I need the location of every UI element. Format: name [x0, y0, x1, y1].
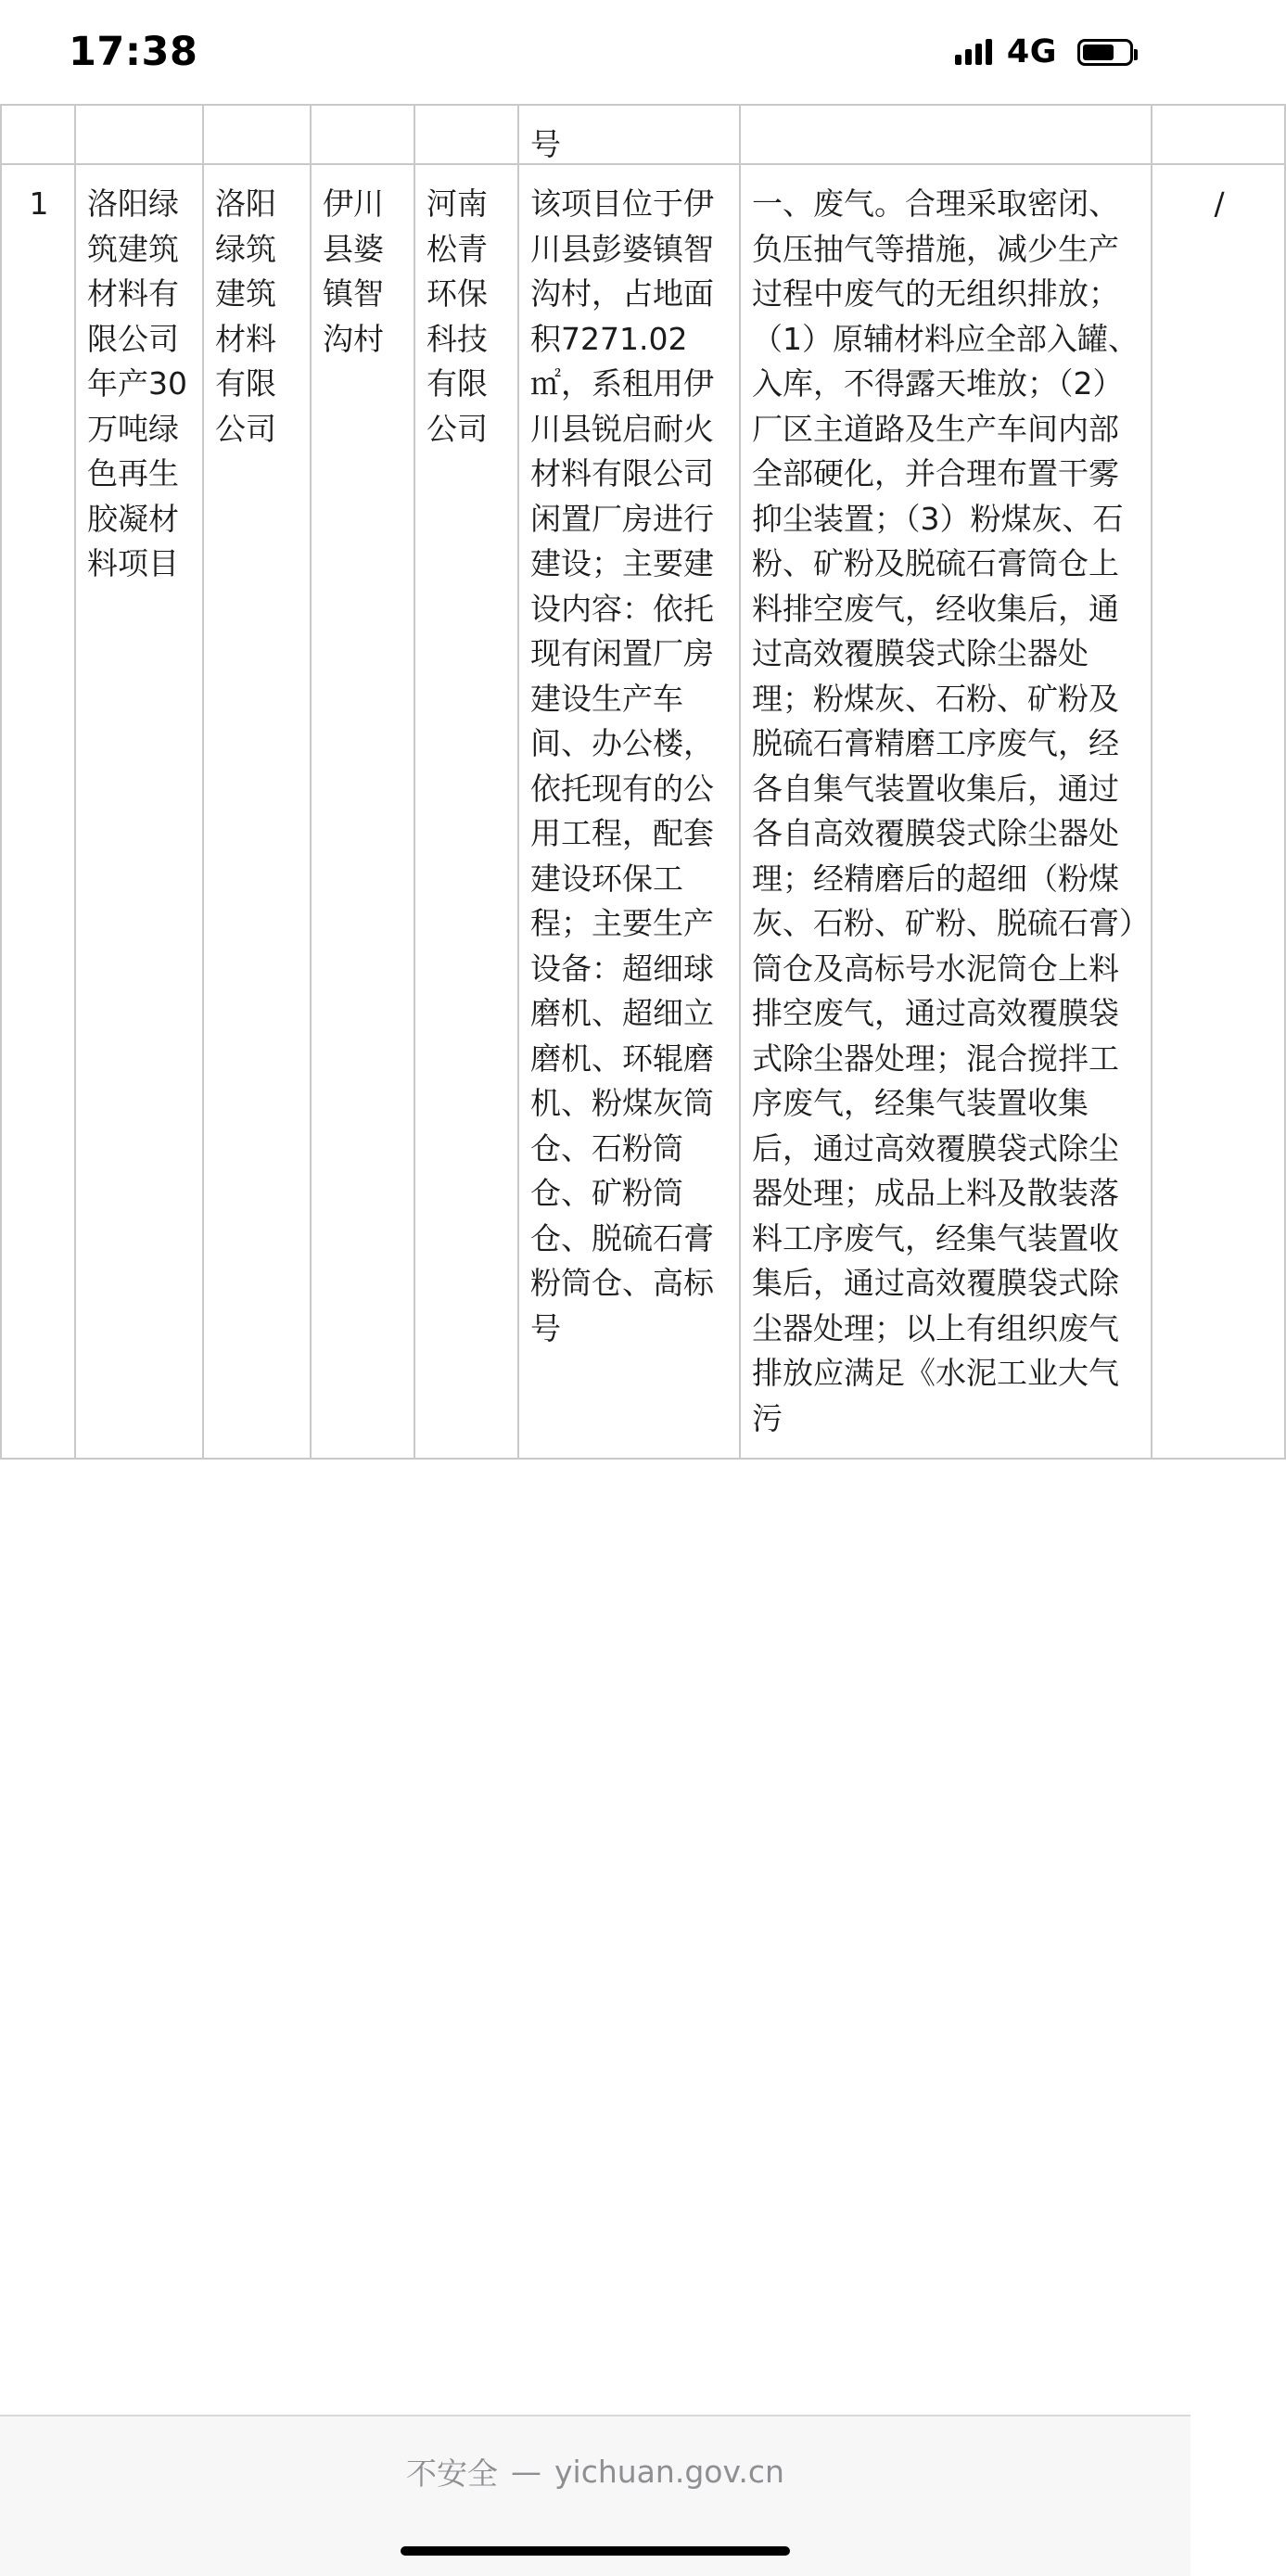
- cell-location: 伊川县婆镇智沟村: [311, 164, 414, 1459]
- table-row: [1, 164, 1285, 1459]
- home-indicator[interactable]: [401, 2546, 790, 2556]
- cell-index: 1: [1, 164, 75, 1459]
- cell-project-name: 洛阳绿筑建筑材料有限公司年产30万吨绿色再生胶凝材料项目: [75, 164, 203, 1459]
- network-type-label: 4G: [1006, 33, 1057, 70]
- url-separator: —: [511, 2454, 542, 2490]
- status-right-group: [955, 33, 1133, 70]
- project-table: [0, 104, 1286, 1460]
- status-time: 17:38: [69, 29, 198, 75]
- security-status-label: 不安全: [406, 2455, 499, 2492]
- cell-project-overview: 该项目位于伊川县彭婆镇智沟村，占地面积7271.02㎡，系租用伊川县锐启耐火材料有限公司闲置厂房进行建设；主要建设内容：依托现有闲置厂房建设生产车间、办公楼，依托现有的公用工程，配套建设环保工程；主要生产设备：超细球磨机、超细立磨机、环辊磨机、粉煤灰筒仓、石粉筒仓、矿粉筒仓、脱硫石膏粉筒仓、高标号: [518, 164, 740, 1459]
- cell-remark: /: [1152, 164, 1285, 1459]
- project-table-scroll-area[interactable]: [0, 104, 1225, 2422]
- cell-assessment-unit: 河南松青环保科技有限公司: [414, 164, 518, 1459]
- page-content: [0, 104, 1225, 2576]
- cell-environmental-impact: 一、废气。合理采取密闭、负压抽气等措施，减少生产过程中废气的无组织排放；（1）原辅材料应全部入罐、入库，不得露天堆放；（2）厂区主道路及生产车间内部全部硬化，并合理布置干雾抑尘装置；（3）粉煤灰、石粉、矿粉及脱硫石膏筒仓上料排空废气，经收集后，通过高效覆膜袋式除尘器处理；粉煤灰、石粉、矿粉及脱硫石膏精磨工序废气，经各自集气装置收集后，通过各自高效覆膜袋式除尘器处理；经精磨后的超细（粉煤灰、石粉、矿粉、脱硫石膏）筒仓及高标号水泥筒仓上料排空废气，通过高效覆膜袋式除尘器处理；混合搅拌工序废气，经集气装置收集后，通过高效覆膜袋式除尘器处理；成品上料及散装落料工序废气，经集气装置收集后，通过高效覆膜袋式除尘器处理；以上有组织废气排放应满足《水泥工业大气污: [740, 164, 1152, 1459]
- cell-build-unit: 洛阳绿筑建筑材料有限公司: [203, 164, 311, 1459]
- table-row-partial: [1, 105, 1285, 164]
- url-bar[interactable]: [406, 2450, 784, 2493]
- partial-text: 号: [530, 126, 561, 162]
- signal-bars-icon: [955, 39, 992, 65]
- browser-bottom-bar: [0, 2415, 1191, 2576]
- url-domain-label: yichuan.gov.cn: [554, 2454, 784, 2490]
- battery-icon: [1077, 39, 1133, 66]
- status-bar: [0, 0, 1191, 104]
